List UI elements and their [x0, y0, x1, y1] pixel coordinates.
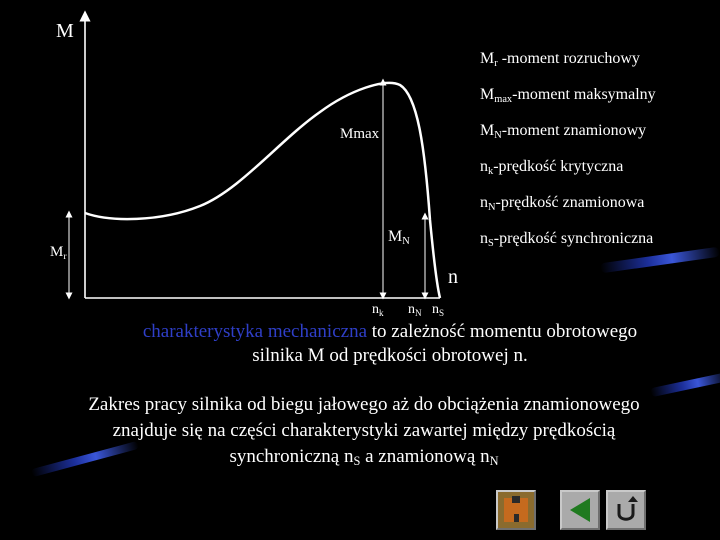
legend-symbol: n: [480, 194, 488, 211]
caption-working-range: [10, 392, 718, 474]
return-button[interactable]: [606, 490, 646, 530]
tick-nn: [408, 302, 422, 318]
legend-symbol: n: [480, 158, 488, 175]
x-axis-label: n: [448, 266, 458, 288]
legend-text: -moment maksymalny: [512, 86, 656, 103]
caption-working-range-line3: [10, 444, 718, 474]
mmax-label: Mmax: [340, 126, 380, 142]
legend-item: [480, 194, 644, 213]
caption-definition-line2: silnika M od prędkości obrotowej n.: [252, 345, 528, 366]
return-arrow-icon: [608, 492, 644, 528]
legend-text: -prędkość znamionowa: [495, 194, 645, 211]
caption-working-range-line2: znajduje się na części charakterystyki zawartej między prędkością: [112, 420, 616, 441]
legend-item: [480, 50, 640, 69]
characteristic-curve: [85, 83, 440, 298]
y-axis-label: M: [56, 20, 74, 42]
caption-definition: [70, 320, 710, 368]
caption-sub: N: [489, 454, 499, 468]
legend-symbol-sub: N: [488, 202, 496, 213]
caption-definition-rest: to zależność momentu obrotowego: [367, 321, 638, 342]
legend-symbol: n: [480, 230, 488, 247]
legend-symbol-sub: r: [494, 58, 498, 69]
tick-nn-base: n: [408, 302, 415, 317]
caption-text: synchroniczną n: [229, 446, 354, 467]
tick-ns: [432, 302, 444, 318]
mr-label-sub: r: [63, 251, 67, 262]
legend-item: [480, 158, 623, 177]
legend-text: -moment znamionowy: [501, 122, 647, 139]
legend-symbol-sub: max: [494, 94, 513, 105]
caption-highlight: charakterystyka mechaniczna: [142, 321, 368, 342]
legend-item: [480, 122, 646, 141]
triangle-left-icon: [562, 492, 598, 528]
caption-working-range-line1: Zakres pracy silnika od biegu jałowego aż do obciążenia znamionowego: [88, 394, 640, 415]
legend-item: [480, 86, 656, 105]
tick-nk-sub: k: [379, 308, 384, 318]
home-button[interactable]: [496, 490, 536, 530]
legend-text: -prędkość synchroniczna: [493, 230, 654, 247]
tick-ns-base: n: [432, 302, 439, 317]
caption-definition-line1: [70, 320, 710, 344]
mn-label: [388, 228, 410, 247]
legend-symbol-sub: N: [494, 130, 502, 141]
home-icon: [498, 492, 534, 528]
mn-label-base: M: [388, 228, 403, 245]
caption-sub: S: [353, 454, 361, 468]
legend-symbol: M: [480, 122, 495, 139]
legend-symbol: M: [480, 50, 495, 67]
mr-label: [50, 244, 67, 262]
legend-symbol: M: [480, 86, 495, 103]
legend-symbol-sub: k: [488, 166, 494, 177]
caption-text: a znamionową n: [360, 446, 490, 467]
tick-nk: [372, 302, 384, 318]
legend-text: -moment rozruchowy: [497, 50, 640, 67]
mn-label-sub: N: [402, 236, 410, 247]
mr-label-base: M: [50, 244, 64, 260]
tick-ns-sub: S: [439, 308, 445, 318]
legend-symbol-sub: S: [488, 238, 494, 249]
legend-text: -prędkość krytyczna: [493, 158, 624, 175]
legend-item: [480, 230, 653, 249]
back-button[interactable]: [560, 490, 600, 530]
tick-nn-sub: N: [415, 308, 422, 318]
tick-nk-base: n: [372, 302, 379, 317]
